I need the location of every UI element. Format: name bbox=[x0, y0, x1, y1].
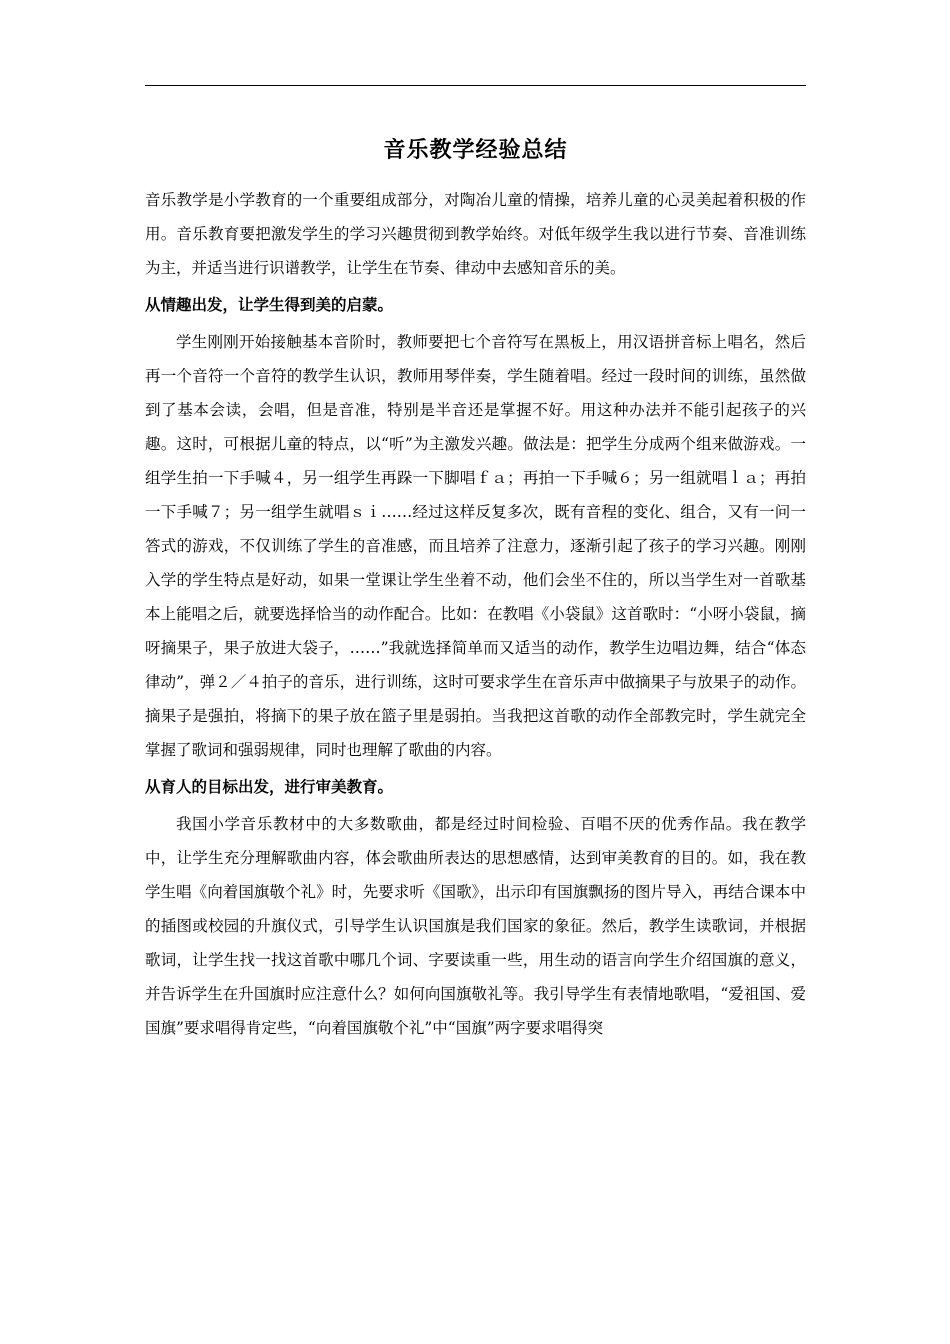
document-title: 音乐教学经验总结 bbox=[383, 137, 568, 163]
section-heading-1: 从情趣出发，让学生得到美的启蒙。 bbox=[145, 295, 394, 314]
document-body bbox=[145, 183, 806, 1045]
header-rule bbox=[145, 85, 806, 86]
section-heading-2: 从育人的目标出发，进行审美教育。 bbox=[145, 777, 394, 796]
intro-paragraph: 音乐教学是小学教育的一个重要组成部分，对陶冶儿童的情操，培养儿童的心灵美起着积极的作用。音乐教育要把激发学生的学习兴趣贯彻到教学始终。对低年级学生我以进行节奏、音准训练为主，并适当进行识谱教学，让学生在节奏、律动中去感知音乐的美。 bbox=[145, 191, 806, 277]
section-paragraph-1: 学生刚刚开始接触基本音阶时，教师要把七个音符写在黑板上，用汉语拼音标上唱名，然后再一个音符一个音符的教学生认识，教师用琴伴奏，学生随着唱。经过一段时间的训练，虽然做到了基本会读，会唱，但是音准，特别是半音还是掌握不好。用这种办法并不能引起孩子的兴趣。这时，可根据儿童的特点，以“听”为主激发兴趣。做法是：把学生分成两个组来做游戏。一组学生拍一下手喊４，另一组学生再跺一下脚唱ｆａ；再拍一下手喊６；另一组就唱ｌａ；再拍一下手喊７；另一组学生就唱ｓｉ……经过这样反复多次，既有音程的变化、组合，又有一问一答式的游戏，不仅训练了学生的音准感，而且培养了注意力，逐渐引起了孩子的学习兴趣。刚刚入学的学生特点是好动，如果一堂课让学生坐着不动，他们会坐不住的，所以当学生对一首歌基本上能唱之后，就要选择恰当的动作配合。比如：在教唱《小袋鼠》这首歌时：“小呀小袋鼠，摘呀摘果子，果子放进大袋子，……”我就选择简单而又适当的动作，教学生边唱边舞，结合“体态律动”，弹２／４拍子的音乐，进行训练，这时可要求学生在音乐声中做摘果子与放果子的动作。摘果子是强拍，将摘下的果子放在篮子里是弱拍。当我把这首歌的动作全部教完时，学生就完全掌握了歌词和强弱规律，同时也理解了歌曲的内容。 bbox=[145, 333, 806, 759]
section-paragraph-2: 我国小学音乐教材中的大多数歌曲，都是经过时间检验、百唱不厌的优秀作品。我在教学中，让学生充分理解歌曲内容，体会歌曲所表达的思想感情，达到审美教育的目的。如，我在教学生唱《向着国旗敬个礼》时，先要求听《国歌》，出示印有国旗飘扬的图片导入，再结合课本中的插图或校园的升旗仪式，引导学生认识国旗是我们国家的象征。然后，教学生读歌词，并根据歌词，让学生找一找这首歌中哪几个词、字要读重一些，用生动的语言向学生介绍国旗的意义，并告诉学生在升国旗时应注意什么？如何向国旗敬礼等。我引导学生有表情地歌唱，“爱祖国、爱国旗”要求唱得肯定些，“向着国旗敬个礼”中“国旗”两字要求唱得突 bbox=[145, 815, 806, 1037]
